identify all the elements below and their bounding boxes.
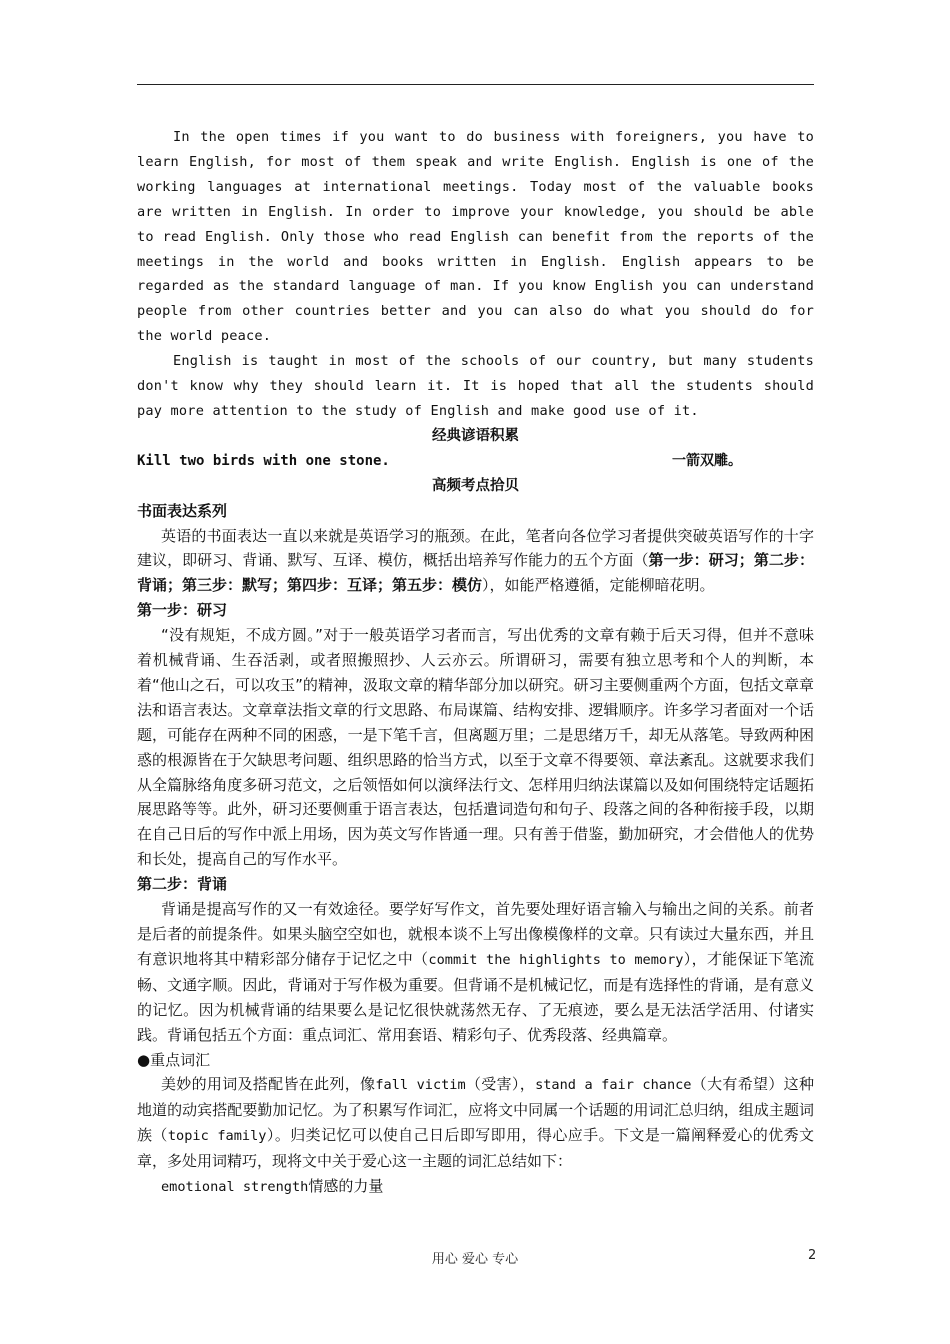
step2-phrase: commit the highlights to memory [428, 951, 684, 968]
proverb-heading: 经典谚语积累 [432, 427, 519, 444]
header-rule [137, 84, 814, 85]
tips-heading: 高频考点拾贝 [432, 477, 519, 494]
example-chinese: 情感的力量 [308, 1177, 384, 1196]
vocab-text-b: （大有希望）这种地道的动宾搭配要勤加记忆。为了积累写作词汇，应将文中同属一个话题的用词汇总归纳，组成主题词族（ [137, 1075, 814, 1145]
writing-intro [137, 524, 814, 599]
bullet-vocab-title: ●重点词汇 [137, 1050, 211, 1069]
english-paragraph-2: English is taught in most of the schools of our country, but many students don't know why they should learn it. It is hoped that all the students should pay more attention to the study of English and make good use of it. [137, 353, 814, 419]
step2-text-a: 背诵是提高写作的又一有效途径。要学好写作文，首先要处理好语言输入与输出之间的关系。前者是后者的前提条件。如果头脑空空如也，就根本谈不上写出像模像样的文章。只有读过大量东西，并且有意识地将其中精彩部分储存于记忆之中（ [137, 900, 814, 968]
example-english: emotional strength [161, 1179, 309, 1196]
vocab-text-a: 美妙的用词及搭配皆在此列，像 [161, 1075, 376, 1094]
english-paragraph-1: In the open times if you want to do business with foreigners, you have to learn English, for most of them speak and write English. English is one of the working languages at international meetings. Today most of the valuable books are written in English. In order to improve your knowledge, you should be able to read English. Only those who read English can benefit from the reports of the meetings in the world and books written in English. English appears to be regarded as the standard language of man. If you know English you can understand people from other countries better and you can also do what you should do for the world peace. [137, 129, 814, 345]
step2-text-b: ），才能保证下笔流畅、文通字顺。因此，背诵对于写作极为重要。但背诵不是机械记忆，而是有选择性的背诵，是有意义的记忆。因为机械背诵的结果要么是记忆很快就荡然无存、了无痕迹，要么是无法活学活用、付诸实践。背诵包括五个方面：重点词汇、常用套语、精彩句子、优秀段落、经典篇章。 [137, 949, 814, 1044]
writing-series-title: 书面表达系列 [137, 501, 228, 520]
vocab-phrase-1: fall victim [375, 1077, 466, 1094]
vocab-phrase-2: stand a fair chance [535, 1077, 692, 1094]
footer-slogan: 用心 爱心 专心 [431, 1252, 519, 1267]
vocab-phrase-3: topic family [167, 1128, 267, 1145]
proverb-english: Kill two birds with one stone. [137, 452, 390, 469]
intro-steps: 第一步：研习；第二步：背诵；第三步：默写；第四步：互译；第五步：模仿 [137, 551, 814, 595]
step1-title: 第一步：研习 [137, 601, 228, 620]
intro-text-b: ），如能严格遵循，定能柳暗花明。 [482, 576, 715, 595]
intro-text-a: 英语的书面表达一直以来就是英语学习的瓶颈。在此，笔者向各位学习者提供突破英语写作的十字建议，即研习、背诵、默写、互译、模仿，概括出培养写作能力的五个方面（ [137, 526, 814, 570]
example-line [137, 1174, 814, 1200]
page-body [137, 125, 814, 1200]
page-number: 2 [808, 1248, 817, 1263]
proverb-line [137, 449, 814, 474]
vocab-text-c: ）。归类记忆可以使自己日后即写即用，得心应手。下文是一篇阐释爱心的优秀文章，多处用词精巧，现将文中关于爱心这一主题的词汇总结如下： [137, 1126, 814, 1171]
step1-text: “没有规矩，不成方圆。”对于一般英语学习者而言，写出优秀的文章有赖于后天习得，但并不意味着机械背诵、生吞活剥，或者照搬照抄、人云亦云。所谓研习，需要有独立思考和个人的判断，本着“他山之石，可以攻玉”的精神，汲取文章的精华部分加以研究。研习主要侧重两个方面，包括文章章法和语言表达。文章章法指文章的行文思路、布局谋篇、结构安排、逻辑顺序。许多学习者面对一个话题，可能存在两种不同的困惑，一是下笔千言，但离题万里；二是思绪万千，却无从落笔。导致两种困惑的根源皆在于欠缺思考问题、组织思路的恰当方式，以至于文章不得要领、章法紊乱。这就要求我们从全篇脉络角度多研习范文，之后领悟如何以演绎法行文、怎样用归纳法谋篇以及如何围绕特定话题拓展思路等等。此外，研习还要侧重于语言表达，包括遣词造句和句子、段落之间的各种衔接手段，以期在自己日后的写作中派上用场，因为英文写作皆通一理。只有善于借鉴，勤加研究，才会借他人的优势和长处，提高自己的写作水平。 [137, 626, 814, 869]
proverb-chinese: 一箭双雕。 [672, 452, 742, 469]
vocab-text [137, 1072, 814, 1174]
step2-text [137, 897, 814, 1047]
vocab-gloss-1: （受害）， [465, 1075, 536, 1094]
step2-title: 第二步：背诵 [137, 875, 228, 894]
